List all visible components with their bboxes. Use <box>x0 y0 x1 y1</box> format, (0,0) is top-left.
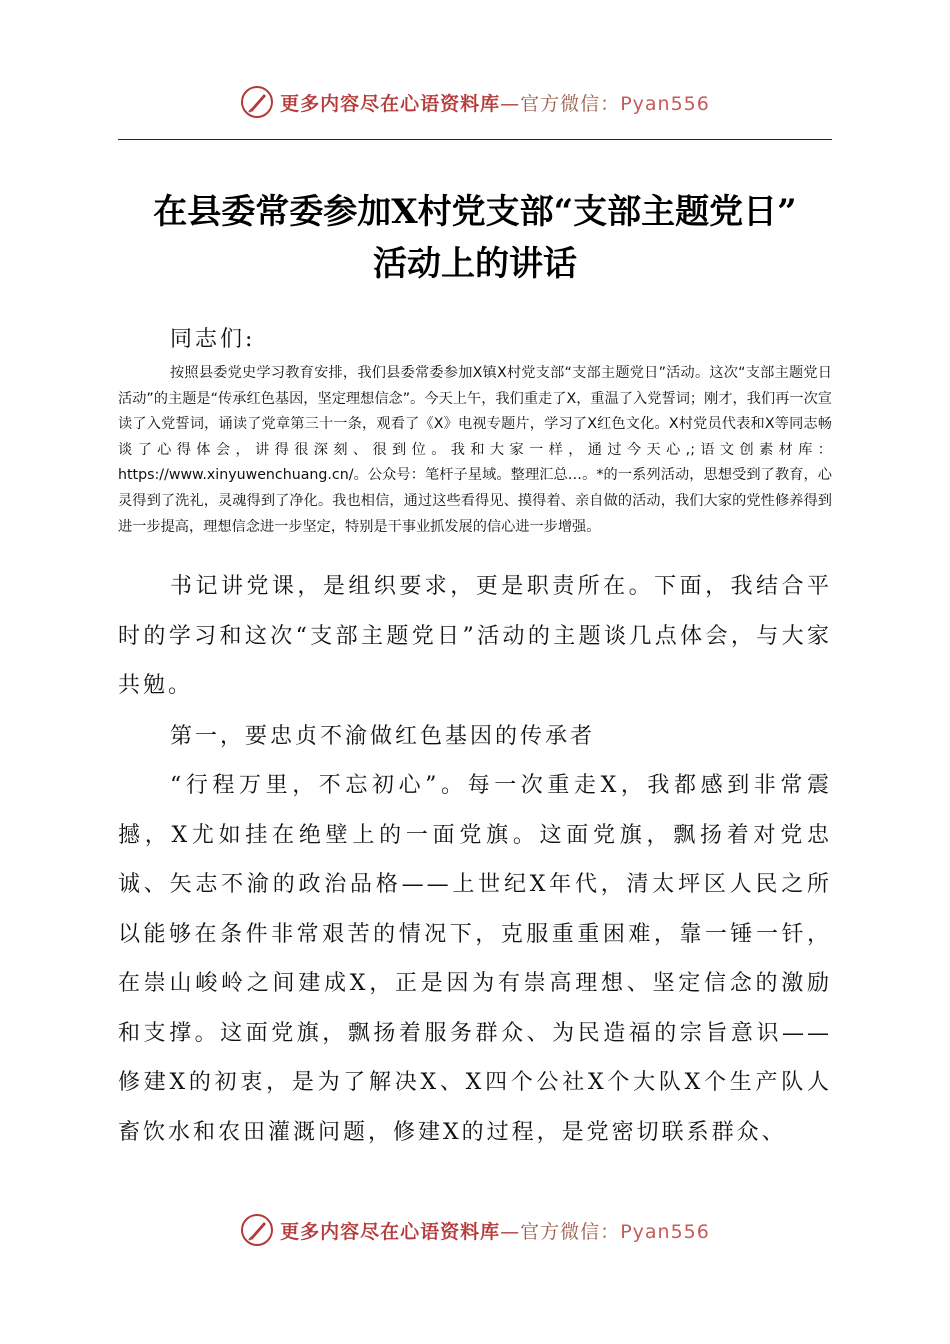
document-title <box>100 186 850 290</box>
header-brand: 更多内容尽在心语资料库 <box>280 92 501 115</box>
quill-logo-icon <box>240 1213 274 1247</box>
header-banner-text <box>280 89 710 116</box>
section-heading-1: 第一，要忠贞不渝做红色基因的传承者 <box>170 724 596 749</box>
footer-brand: 更多内容尽在心语资料库 <box>280 1220 501 1243</box>
footer-banner-text <box>280 1217 710 1244</box>
title-line-2: 活动上的讲话 <box>373 244 577 284</box>
header-wechat-id: Pyan556 <box>620 92 710 115</box>
footer-banner <box>0 1210 950 1250</box>
title-line-1: 在县委常委参加X村党支部“支部主题党日” <box>153 192 797 232</box>
intro-paragraph: 按照县委党史学习教育安排，我们县委常委参加X镇X村党支部“支部主题党日”活动。这次“支部主题党日活动”的主题是“传承红色基因，坚定理想信念”。今天上午，我们重走了X，重温了入党誓词；刚才，我们再一次宣读了入党誓词，诵读了党章第三十一条，观看了《X》电视专题片，学习了X红色文化。X村党员代表和X等同志畅谈了心得体会，讲得很深刻、很到位。我和大家一样，通过今天心,;语文创素材库：https://www.xinyuwenchuang.cn/。公众号：笔杆子星域。整理汇总…。*的一系列活动，思想受到了教育，心灵得到了洗礼，灵魂得到了净化。我也相信，通过这些看得见、摸得着、亲自做的活动，我们大家的党性修养得到进一步提高，理想信念进一步坚定，特别是干事业抓发展的信心进一步增强。 <box>118 365 832 535</box>
paragraph-3: “行程万里，不忘初心”。每一次重走X，我都感到非常震撼，X尤如挂在绝壁上的一面党旗。这面党旗，飘扬着对党忠诚、矢志不渝的政治品格——上世纪X年代，清太坪区人民之所以能够在条件非常艰苦的情况下，克服重重困难，靠一锤一钎，在崇山峻岭之间建成X，正是因为有崇高理想、坚定信念的激励和支撑。这面党旗，飘扬着服务群众、为民造福的宗旨意识——修建X的初衷，是为了解决X、X四个公社X个大队X个生产队人畜饮水和农田灌溉问题，修建X的过程，是党密切联系群众、 <box>118 773 832 1145</box>
paragraph-2: 书记讲党课，是组织要求，更是职责所在。下面，我结合平时的学习和这次“支部主题党日”活动的主题谈几点体会，与大家共勉。 <box>118 574 832 698</box>
header-wechat-label: 官方微信： <box>520 92 621 115</box>
footer-wechat-label: 官方微信： <box>520 1220 621 1243</box>
header-divider <box>118 139 832 140</box>
quill-logo-icon <box>240 85 274 119</box>
header-dash: — <box>500 92 521 115</box>
salutation: 同志们: <box>170 327 256 352</box>
footer-dash: — <box>500 1220 521 1243</box>
footer-wechat-id: Pyan556 <box>620 1220 710 1243</box>
header-banner <box>0 82 950 122</box>
